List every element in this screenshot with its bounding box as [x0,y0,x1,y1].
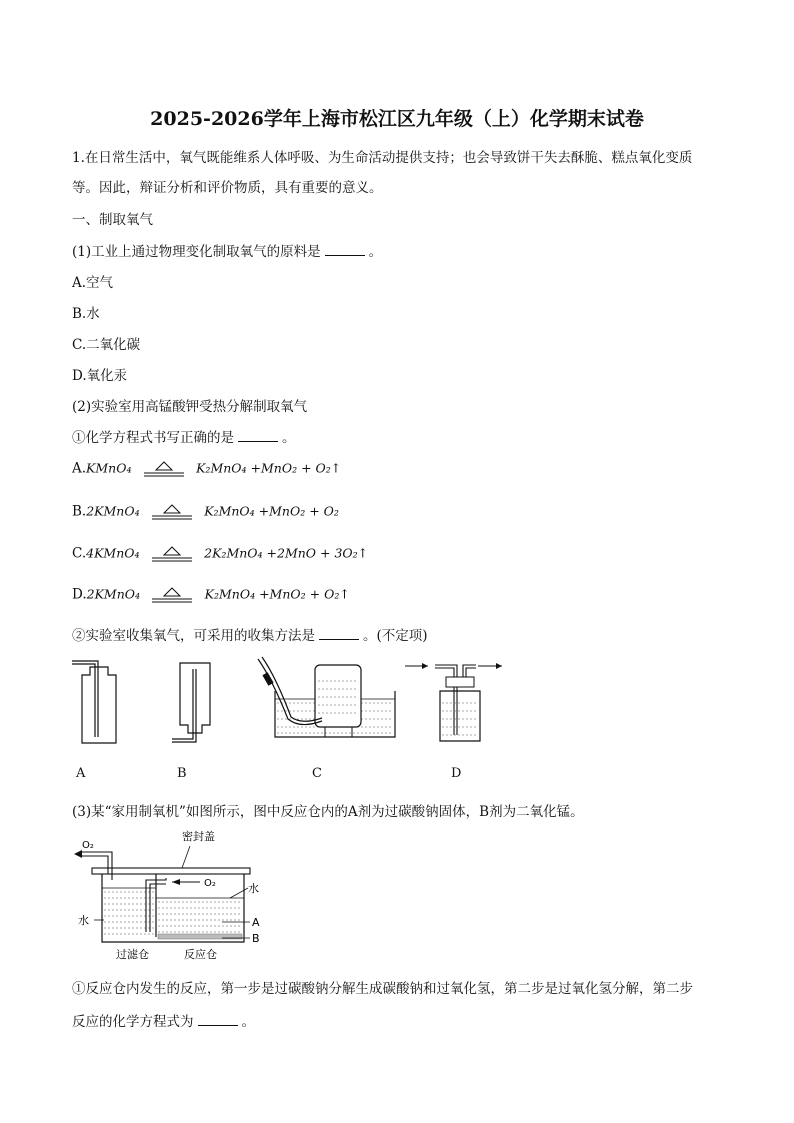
figure-c-trough [258,657,395,737]
water-right-label: 水 [248,882,259,895]
question-2-stem: (2)实验室用高锰酸钾受热分解制取氧气 [72,399,308,415]
filter-chamber-label: 过滤仓 [116,948,149,961]
question-2-sub1 [72,426,296,446]
figure-label-a: A [76,766,86,781]
o2-outlet-label: O₂ [82,840,94,851]
o2-inner-label: O₂ [204,878,216,889]
heating-condition-icon [150,503,194,521]
question-3-stem: (3)某“家用制氧机”如图所示，图中反应仓内的A剂为过碳酸钠固体，B剂为二氧化锰。 [72,804,584,820]
question-1-end: 。 [368,244,383,260]
equation-label: B. [72,503,87,520]
figure-label-d: D [451,766,462,781]
equation-a [72,460,341,478]
figure-b-bottle [172,663,210,742]
agent-b-label: B [252,932,260,945]
equation-left: 2KMnO₄ [86,503,140,519]
option-b: B.水 [72,306,100,322]
equation-c [72,545,368,563]
question-2-sub1-end: 。 [282,430,296,446]
reaction-chamber-label: 反应仓 [184,948,217,961]
water-left-label: 水 [78,914,89,927]
equation-right: K₂MnO₄ +MnO₂ + O₂↑ [204,586,350,602]
equation-b [72,503,339,521]
equation-left: KMnO₄ [86,460,132,476]
section-heading: 一、制取氧气 [72,212,153,228]
equation-left: 2KMnO₄ [86,586,141,602]
answer-blank [198,1013,238,1026]
agent-a-label: A [252,916,260,929]
page-title: 2025-2026学年上海市松江区九年级（上）化学期末试卷 [150,108,644,130]
equation-right: K₂MnO₄ +MnO₂ + O₂ [204,503,339,519]
option-c: C.二氧化碳 [72,337,141,353]
figure-label-b: B [177,766,187,781]
option-a: A.空气 [72,275,114,291]
question-1-text: (1)工业上通过物理变化制取氧气的原料是 [72,244,321,260]
figure-a-bottle [72,661,116,743]
question-3-sub1-line-2 [72,1010,255,1030]
equation-label: A. [72,460,87,477]
oxygen-generator-diagram [72,822,292,962]
equation-right: 2K₂MnO₄ +2MnO + 3O₂↑ [204,545,369,561]
equation-left: 4KMnO₄ [86,545,140,561]
question-2-sub2 [72,624,428,644]
answer-blank [319,627,359,640]
equation-label: C. [72,545,87,562]
answer-blank [238,429,278,442]
answer-blank [325,243,365,256]
question-3-sub1-line-1: ①反应仓内发生的反应，第一步是过碳酸钠分解生成碳酸钠和过氧化氢，第二步是过氧化氢分解，第二步 [72,981,693,997]
heating-condition-icon [150,545,194,563]
figure-label-c: C [312,766,322,781]
heating-condition-icon [142,460,186,478]
question-2-sub1-text: ①化学方程式书写正确的是 [72,430,234,446]
gas-collection-figures [60,655,520,755]
figure-d-bottle [405,663,502,741]
lid-label: 密封盖 [182,830,215,843]
question-1-stem [72,240,382,260]
intro-line-1: 1.在日常生活中，氧气既能维系人体呼吸、为生命活动提供支持；也会导致饼干失去酥脆、糕点氧化变质 [72,150,693,166]
option-d: D.氧化汞 [72,368,128,384]
question-3-sub1-end: 。 [241,1014,255,1030]
question-2-sub2-end: 。(不定项) [363,628,428,644]
heating-condition-icon [150,586,194,604]
question-2-sub2-text: ②实验室收集氧气，可采用的收集方法是 [72,628,315,644]
equation-label: D. [72,586,87,603]
equation-d [72,586,350,604]
equation-right: K₂MnO₄ +MnO₂ + O₂↑ [196,460,342,476]
question-3-sub1-text: 反应的化学方程式为 [72,1014,194,1030]
intro-line-2: 等。因此，辩证分析和评价物质，具有重要的意义。 [72,180,383,196]
